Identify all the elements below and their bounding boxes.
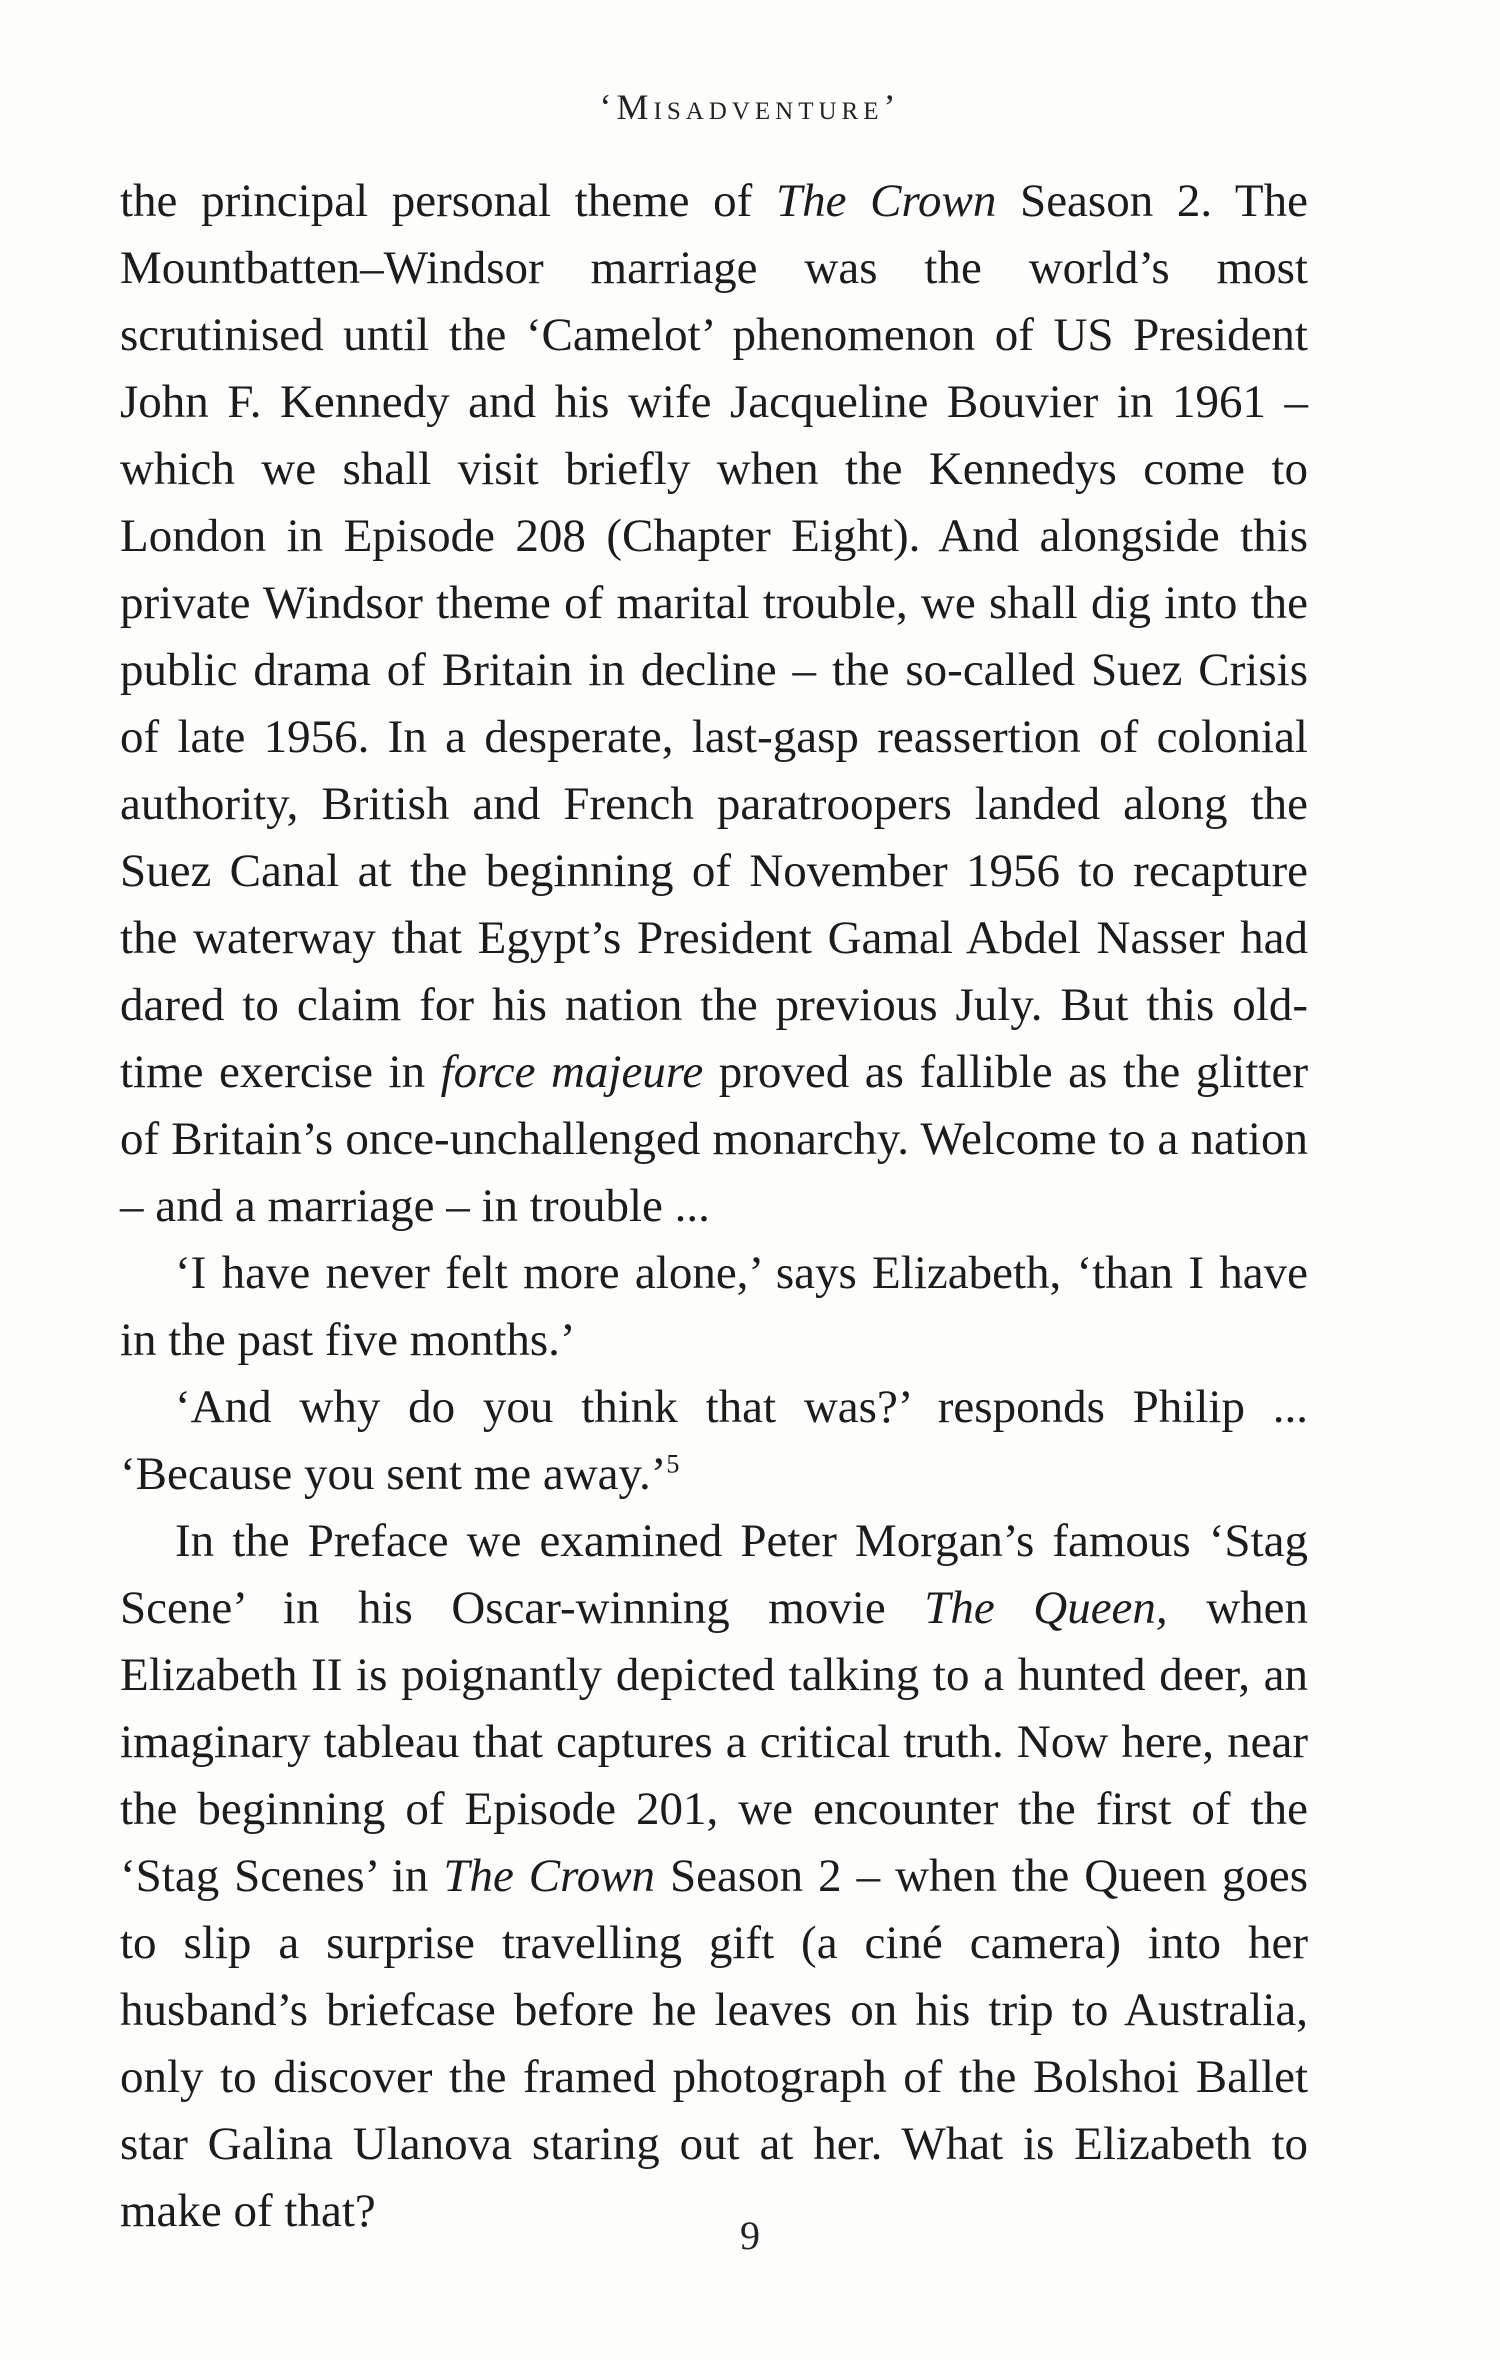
body-text	[120, 168, 1308, 2245]
paragraph-text: Season 2 – when the Queen goes to slip a surprise travelling gift (a ciné camera) into her husband’s briefcase before he leaves on his trip to Australia, only to discover the framed photograph of the Bolshoi Ballet star Galina Ulanova staring out at her. What is Elizabeth to make of that?	[120, 1850, 1308, 2237]
page-number: 9	[740, 2213, 760, 2258]
paragraph-text: Season 2. The Mountbatten–Windsor marriage was the world’s most scrutinised until the ‘Camelot’ phenomenon of US President John F. Kennedy and his wife Jacqueline Bouvier in 1961 – which we shall visit briefly when the Kennedys come to London in Episode 208 (Chapter Eight). And alongside this private Windsor theme of marital trouble, we shall dig into the public drama of Britain in decline – the so-called Suez Crisis of late 1956. In a desperate, last-gasp reassertion of colonial authority, British and French paratroopers landed along the Suez Canal at the beginning of November 1956 to recapture the waterway that Egypt’s President Gamal Abdel Nasser had dared to claim for his nation the previous July. But this old-time exercise in	[120, 175, 1308, 1098]
italic-text: The Crown	[443, 1850, 656, 1902]
running-head: ‘Misadventure’	[599, 87, 901, 127]
paragraph-text: In the Preface we examined Peter Morgan’s famous ‘Stag Scene’ in his Oscar-winning movie	[120, 1515, 1308, 1634]
paragraph	[120, 1374, 1308, 1508]
paragraph-text: the principal personal theme of	[120, 175, 776, 227]
italic-text: force majeure	[440, 1046, 704, 1098]
paragraph	[120, 1240, 1308, 1374]
paragraph-text: ‘And why do you think that was?’ responds Philip ... ‘Because you sent me away.’	[120, 1381, 1308, 1500]
paragraph-text: when Elizabeth II is poignantly depicted talking to a hunted deer, an imaginary tableau that captures a critical truth. Now here, near the beginning of Episode 201, we encounter the first of the ‘Stag Scenes’ in	[120, 1582, 1308, 1902]
footnote-marker: 5	[666, 1449, 680, 1479]
paragraph	[120, 168, 1308, 1240]
italic-text: The Crown	[775, 175, 997, 227]
paragraph	[120, 1508, 1308, 2245]
italic-text: The Queen,	[924, 1582, 1168, 1634]
paragraph-text: proved as fallible as the glitter of Britain’s once-unchallenged monarchy. Welcome to a nation – and a marriage – in trouble ...	[120, 1046, 1308, 1232]
paragraph-text: ‘I have never felt more alone,’ says Elizabeth, ‘than I have in the past five months.’	[120, 1247, 1308, 1366]
